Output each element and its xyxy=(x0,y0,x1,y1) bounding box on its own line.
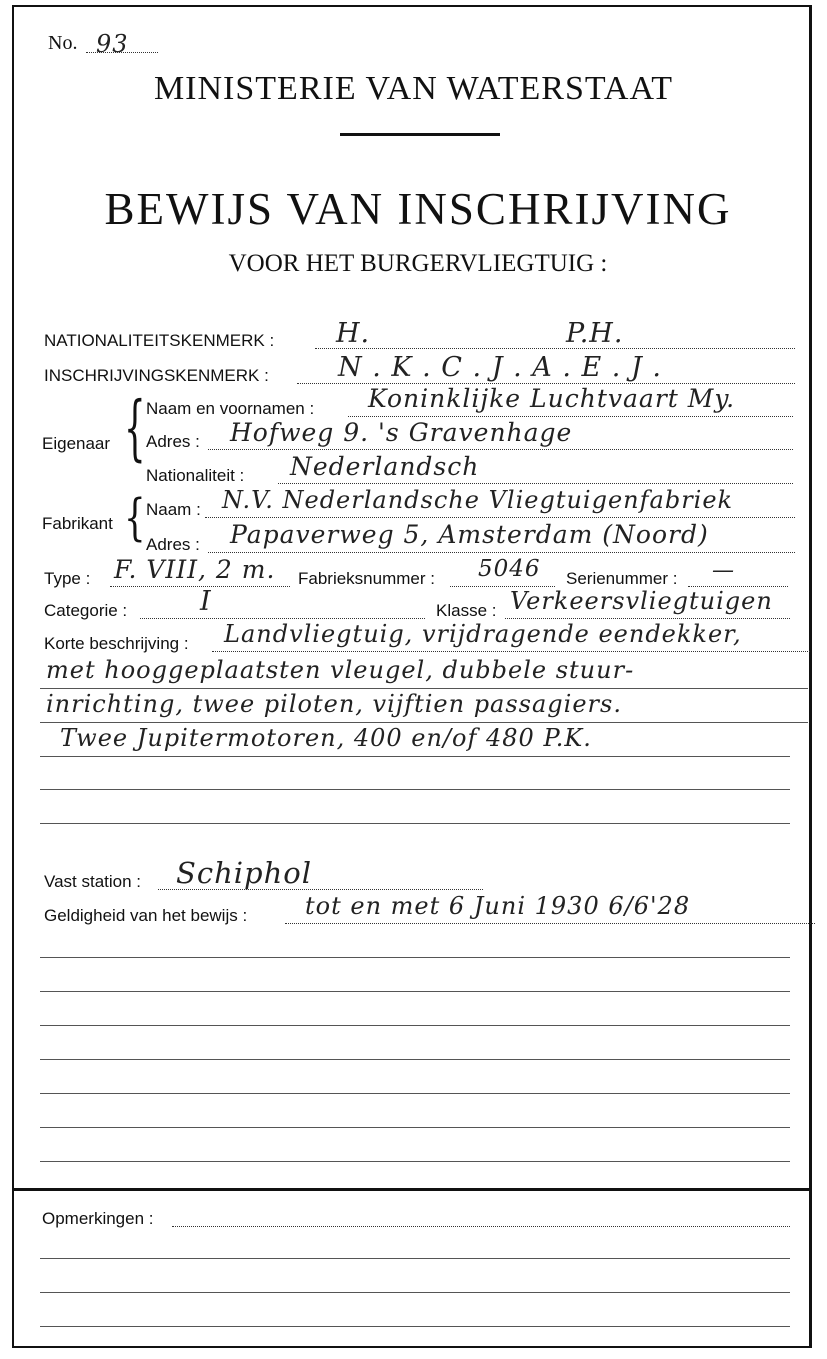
fabrikant-naam-value: N.V. Nederlandsche Vliegtuigenfabriek xyxy=(222,486,734,514)
blank-rule xyxy=(40,991,790,992)
beschrijving-dots-1 xyxy=(212,651,810,652)
beschrijving-line-2: met hooggeplaatsten vleugel, dubbele stuur- xyxy=(46,656,635,684)
beschrijving-rule-2 xyxy=(40,688,808,689)
opmerkingen-separator xyxy=(12,1188,812,1191)
opmerkingen-dots xyxy=(172,1226,790,1227)
nationaliteit-value-2: P.H. xyxy=(566,318,624,349)
document-subtitle: VOOR HET BURGERVLIEGTUIG : xyxy=(228,250,608,277)
opmerkingen-label: Opmerkingen : xyxy=(42,1209,154,1228)
inschrijving-value: N . K . C . J . A . E . J . xyxy=(338,352,662,383)
geldigheid-label: Geldigheid van het bewijs : xyxy=(44,906,248,925)
serienummer-label: Serienummer : xyxy=(566,569,678,588)
blank-rule xyxy=(40,1127,790,1128)
fabrikant-adres-value: Papaverweg 5, Amsterdam (Noord) xyxy=(230,520,709,549)
beschrijving-line-3: inrichting, twee piloten, vijftien passagiers. xyxy=(46,690,622,718)
beschrijving-rule-3 xyxy=(40,722,808,723)
blank-rule xyxy=(40,1161,790,1162)
fabrikant-adres-dots xyxy=(208,552,795,553)
eigenaar-nationaliteit-value: Nederlandsch xyxy=(290,452,480,481)
fabrikant-brace: { xyxy=(124,489,146,548)
opmerkingen-rule xyxy=(40,1292,790,1293)
serienummer-value: — xyxy=(712,558,735,583)
eigenaar-adres-label: Adres : xyxy=(146,432,200,451)
eigenaar-adres-value: Hofweg 9. 's Gravenhage xyxy=(230,418,573,447)
eigenaar-nationaliteit-dots xyxy=(278,483,793,484)
beschrijving-label: Korte beschrijving : xyxy=(44,634,189,653)
number-label: No. xyxy=(48,32,78,54)
eigenaar-nationaliteit-label: Nationaliteit : xyxy=(146,466,245,485)
beschrijving-rule-5 xyxy=(40,789,790,790)
fabrikant-naam-label: Naam : xyxy=(146,500,201,519)
blank-rule xyxy=(40,957,790,958)
categorie-value: I xyxy=(200,586,212,617)
geldigheid-dots xyxy=(285,923,815,924)
heading-rule xyxy=(340,133,500,136)
beschrijving-line-4: Twee Jupitermotoren, 400 en/of 480 P.K. xyxy=(60,724,592,752)
nationaliteit-dots xyxy=(315,348,795,349)
opmerkingen-rule xyxy=(40,1326,790,1327)
nationaliteit-label: NATIONALITEITSKENMERK : xyxy=(44,331,275,350)
categorie-dots xyxy=(140,618,425,619)
blank-rule xyxy=(40,1025,790,1026)
klasse-value: Verkeersvliegtuigen xyxy=(510,587,773,615)
beschrijving-line-1: Landvliegtuig, vrijdragende eendekker, xyxy=(224,620,742,648)
eigenaar-adres-dots xyxy=(208,449,793,450)
eigenaar-naam-dots xyxy=(348,416,793,417)
categorie-label: Categorie : xyxy=(44,601,128,620)
fabrikant-adres-label: Adres : xyxy=(146,535,200,554)
blank-rule xyxy=(40,1093,790,1094)
vast-station-label: Vast station : xyxy=(44,872,142,891)
ministry-heading: MINISTERIE VAN WATERSTAAT xyxy=(153,70,674,107)
number-value: 93 xyxy=(96,30,129,58)
type-value: F. VIII, 2 m. xyxy=(114,555,276,584)
type-label: Type : xyxy=(44,569,91,588)
eigenaar-brace: { xyxy=(124,386,146,471)
geldigheid-value: tot en met 6 Juni 1930 6/6'28 xyxy=(305,892,691,920)
blank-rule xyxy=(40,1059,790,1060)
inschrijving-label: INSCHRIJVINGSKENMERK : xyxy=(44,366,269,385)
eigenaar-group-label: Eigenaar xyxy=(42,434,111,453)
vast-station-value: Schiphol xyxy=(176,856,313,890)
eigenaar-naam-value: Koninklijke Luchtvaart My. xyxy=(368,384,736,413)
eigenaar-naam-label: Naam en voornamen : xyxy=(146,399,315,418)
nationaliteit-value-1: H. xyxy=(336,318,371,349)
beschrijving-rule-4 xyxy=(40,756,790,757)
document-title: BEWIJS VAN INSCHRIJVING xyxy=(104,184,732,234)
opmerkingen-rule xyxy=(40,1258,790,1259)
fabrieksnummer-label: Fabrieksnummer : xyxy=(298,569,435,588)
fabrieksnummer-value: 5046 xyxy=(478,556,541,582)
beschrijving-rule-6 xyxy=(40,823,790,824)
fabrikant-naam-dots xyxy=(205,517,795,518)
klasse-dots xyxy=(505,618,790,619)
klasse-label: Klasse : xyxy=(436,601,497,620)
fabrikant-group-label: Fabrikant xyxy=(42,514,113,533)
